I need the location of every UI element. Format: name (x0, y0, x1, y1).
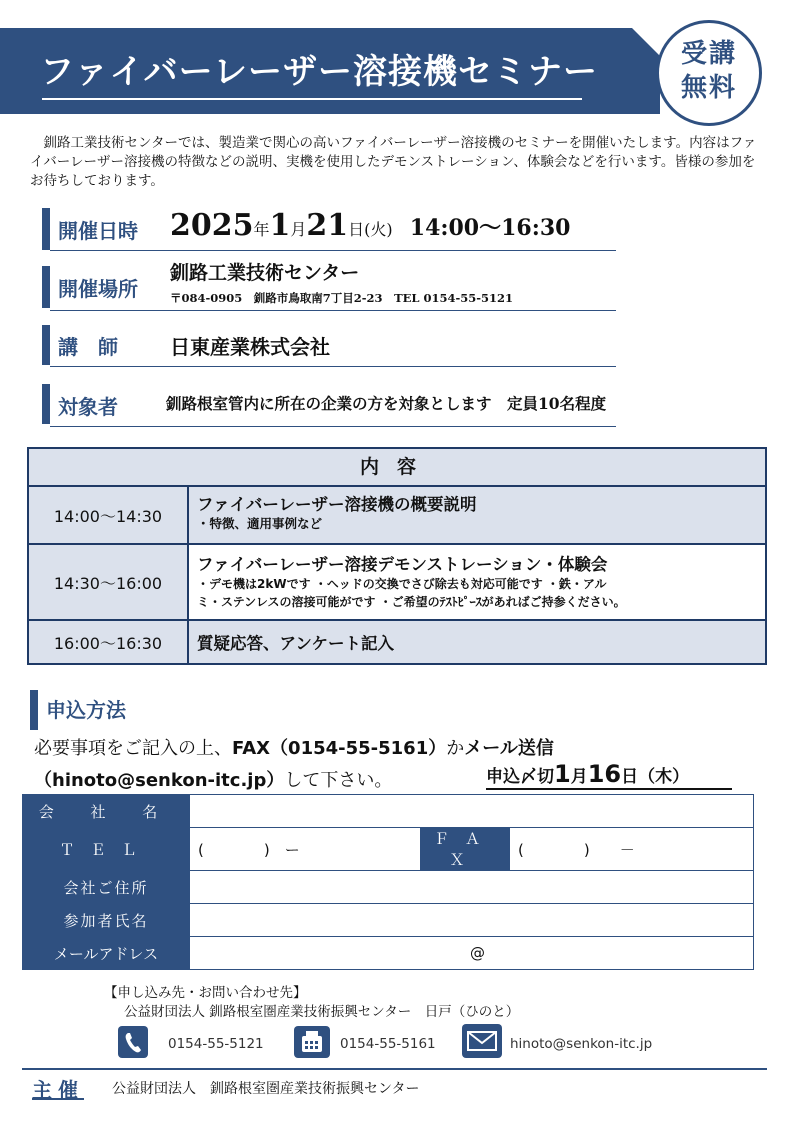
date-time: 14:00～16:30 (409, 215, 571, 241)
lecturer-underline (50, 366, 616, 367)
apply-line1 (34, 734, 554, 760)
date-year: 2025 (170, 208, 254, 243)
lecturer-name: 日東産業株式会社 (170, 335, 330, 359)
sponsor-label: 主催 (32, 1078, 84, 1102)
date-year-suffix: 年 (253, 220, 270, 239)
email-field[interactable]: @ (190, 937, 754, 970)
apply-email: （hinoto@senkon-itc.jp） (34, 770, 285, 791)
target-underline (50, 426, 616, 427)
form-row-company (23, 795, 754, 828)
date-day-suffix: 日 (348, 220, 365, 239)
apply-label: 申込方法 (46, 698, 126, 722)
apply-bar (30, 690, 38, 730)
intro-text: 釧路工業技術センターでは、製造業で関心の高いファイバーレーザー溶接機のセミナーを開催いたします。内容はファイバーレーザー溶接機の特徴などの説明、実機を使用したデモンストレーション、体験会などを行います。皆様の参加をお待ちしております。 (30, 135, 757, 189)
program-body (189, 621, 765, 663)
deadline (486, 760, 732, 790)
program-body (189, 545, 765, 619)
venue-underline (50, 310, 616, 311)
apply-text-c: して下さい。 (284, 770, 393, 791)
date-month: 1 (269, 208, 291, 243)
program-body (189, 487, 765, 543)
form-row-address (23, 871, 754, 904)
date-value (170, 208, 570, 243)
form-row-email (23, 937, 754, 970)
program-row (29, 621, 765, 663)
date-month-suffix: 月 (290, 220, 307, 239)
program-time: 14:00～14:30 (29, 487, 189, 543)
company-label: 会 社 名 (23, 795, 190, 828)
phone-icon (118, 1026, 148, 1058)
form-row-tel (23, 828, 754, 871)
deadline-month-suffix: 月 (570, 767, 588, 787)
contact-email: hinoto@senkon-itc.jp (510, 1036, 653, 1052)
date-label: 開催日時 (58, 219, 138, 243)
deadline-day-suffix: 日（木） (621, 767, 690, 787)
free-badge (656, 20, 762, 126)
email-label: メールアドレス (23, 937, 190, 970)
venue-name: 釧路工業技術センター (170, 262, 360, 284)
company-field[interactable] (190, 795, 754, 828)
deadline-month: 1 (554, 760, 571, 788)
lecturer-label: 講 師 (58, 335, 118, 359)
program-sub: ミ・ステンレスの溶接可能がです ・ご希望のﾃｽﾄﾋﾟｰｽがあればご持参ください。 (197, 595, 626, 609)
contact-org: 公益財団法人 釧路根室圏産業技術振興センター 日戸（ひのと） (124, 1004, 520, 1020)
apply-text-b: か (446, 738, 465, 759)
tel-label: ＴＥＬ (23, 828, 190, 871)
program-sub: ・特徴、適用事例など (197, 516, 323, 531)
footer-line (22, 1068, 767, 1070)
form-row-participant (23, 904, 754, 937)
target-bar (42, 384, 50, 424)
date-bar (42, 208, 50, 250)
program-time: 14:30～16:00 (29, 545, 189, 619)
program-title: ファイバーレーザー溶接機の概要説明 (197, 495, 477, 514)
tel-field[interactable]: ( ) ー (190, 828, 421, 871)
date-day: 21 (306, 208, 349, 243)
sponsor-text: 公益財団法人 釧路根室圏産業技術振興センター (112, 1081, 420, 1097)
contact-phone: 0154-55-5121 (168, 1036, 264, 1052)
venue-label: 開催場所 (58, 277, 138, 301)
badge-line1: 受講 (680, 39, 737, 69)
venue-address: 〒084-0905 釧路市鳥取南7丁目2-23 TEL 0154-55-5121 (170, 291, 514, 305)
contact-block (104, 984, 519, 1022)
venue-bar (42, 266, 50, 308)
apply-text-a: 必要事項をご記入の上、 (34, 738, 232, 759)
deadline-day: 16 (587, 760, 622, 788)
page-title: ファイバーレーザー溶接機セミナー (40, 52, 598, 92)
apply-fax: FAX（0154-55-5161） (232, 738, 447, 759)
fax-label: ＦＡＸ (421, 828, 510, 871)
contact-heading: 【申し込み先・お問い合わせ先】 (104, 985, 307, 1001)
program-sub: ・デモ機は2kWです ・ヘッドの交換でさび除去も対応可能です ・鉄・アル (197, 577, 607, 591)
program-table (27, 447, 767, 665)
address-field[interactable] (190, 871, 754, 904)
title-underline (42, 98, 582, 100)
participant-field[interactable] (190, 904, 754, 937)
program-header: 内容 (29, 449, 765, 487)
fax-icon (294, 1026, 330, 1058)
fax-field[interactable]: ( ) － (510, 828, 754, 871)
target-label: 対象者 (58, 395, 118, 419)
mail-icon (462, 1024, 502, 1058)
program-time: 16:00～16:30 (29, 621, 189, 663)
apply-mail: メール送信 (464, 738, 554, 759)
target-text: 釧路根室管内に所在の企業の方を対象とします 定員10名程度 (166, 394, 607, 413)
program-row (29, 487, 765, 545)
program-row (29, 545, 765, 621)
program-title: ファイバーレーザー溶接デモンストレーション・体験会 (197, 555, 608, 574)
apply-line2 (34, 766, 392, 792)
badge-line2: 無料 (680, 73, 737, 103)
address-label: 会社ご住所 (23, 871, 190, 904)
program-title: 質疑応答、アンケート記入 (197, 634, 395, 653)
lecturer-bar (42, 325, 50, 365)
deadline-prefix: 申込〆切 (486, 767, 554, 787)
date-weekday: (火) (364, 220, 393, 239)
date-underline (50, 250, 616, 251)
contact-fax: 0154-55-5161 (340, 1036, 436, 1052)
application-form (22, 794, 754, 970)
participant-label: 参加者氏名 (23, 904, 190, 937)
